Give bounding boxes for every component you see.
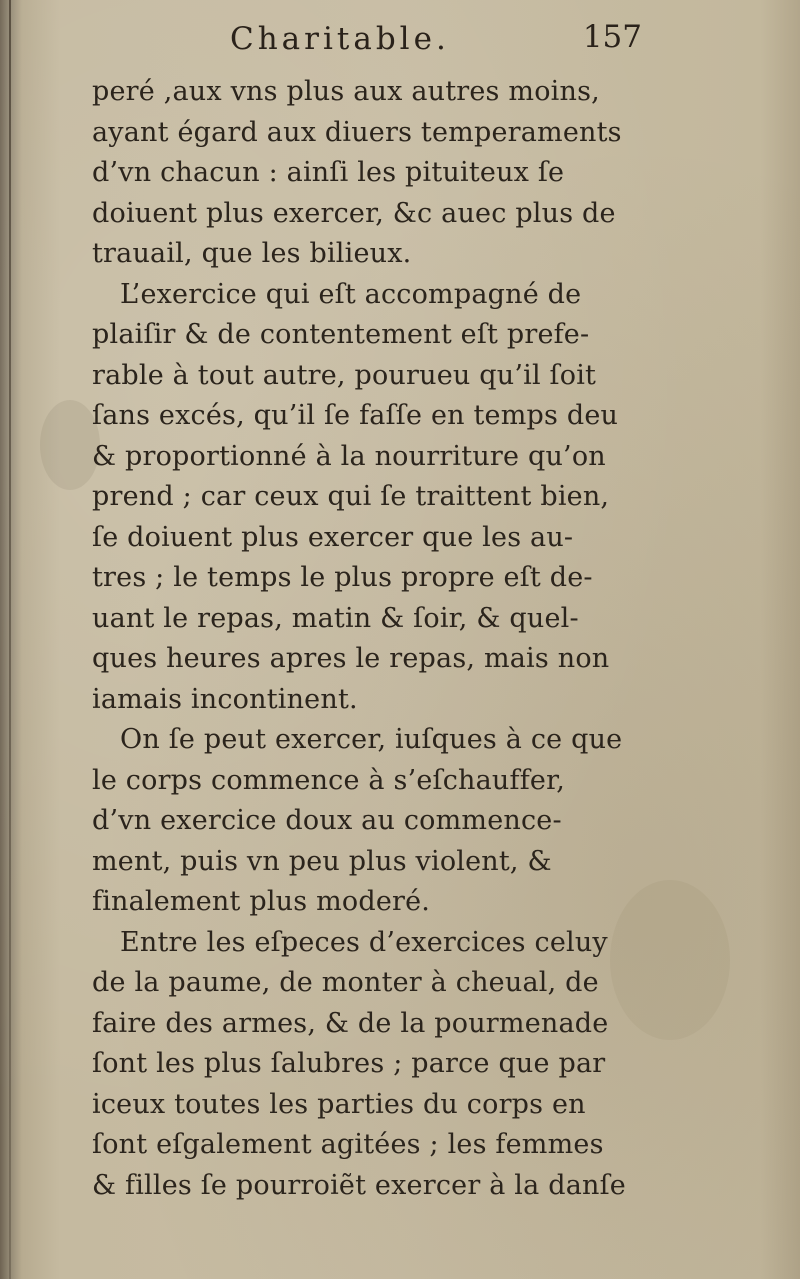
text-line: iamais incontinent. [92,683,358,715]
paragraph-start-line: Entre les eſpeces d’exercices celuy [120,926,608,958]
running-head: Charitable. [230,21,450,57]
text-line: doiuent plus exercer, &c auec plus de [92,197,616,229]
text-line: de la paume, de monter à cheual, de [92,967,599,998]
text-line: ayant égard aux diuers temperaments [92,116,622,148]
text-line: plaiſir & de contentement eſt prefe- [92,319,590,350]
binding-gutter [9,0,11,1279]
text-line: ment, puis vn peu plus violent, & [92,845,552,877]
text-line: tres ; le temps le plus propre eſt de- [92,562,593,593]
text-line: d’vn exercice doux au commence- [92,805,562,836]
text-line: le corps commence à s’eſchauffer, [92,764,566,796]
text-line: ques heures apres le repas, mais non [92,643,610,674]
text-line: trauail, que les bilieux. [92,238,412,269]
text-line: & filles ſe pourroiẽt exercer à la danſe [92,1169,626,1201]
page-number: 157 [582,19,642,55]
body-text [92,72,652,1206]
text-line: & proportionné à la nourriture qu’on [92,440,606,472]
text-line: rable à tout autre, pourueu qu’il ſoit [92,359,597,391]
text-line: faire des armes, & de la pourmenade [92,1007,609,1039]
text-line: ſe doiuent plus exercer que les au- [92,521,574,553]
text-line: d’vn chacun : ainſi les pituiteux ſe [92,157,565,188]
text-line: ſont eſgalement agitées ; les femmes [92,1129,604,1160]
text-line: ſans excés, qu’il ſe faſſe en temps deu [92,400,619,431]
paper-stain [40,400,100,490]
text-line: finalement plus moderé. [92,886,431,917]
text-line: ſont les plus ſalubres ; parce que par [92,1048,606,1079]
text-line: prend ; car ceux qui ſe traittent bien, [92,481,610,512]
paragraph-start-line: On ſe peut exercer, iuſques à ce que [120,724,623,755]
text-line: uant le repas, matin & ſoir, & quel- [92,602,579,634]
text-line: iceux toutes les parties du corps en [92,1088,586,1120]
paragraph-start-line: L’exercice qui eſt accompagné de [120,278,582,310]
text-line: peré ,aux vns plus aux autres moins, [92,76,600,107]
